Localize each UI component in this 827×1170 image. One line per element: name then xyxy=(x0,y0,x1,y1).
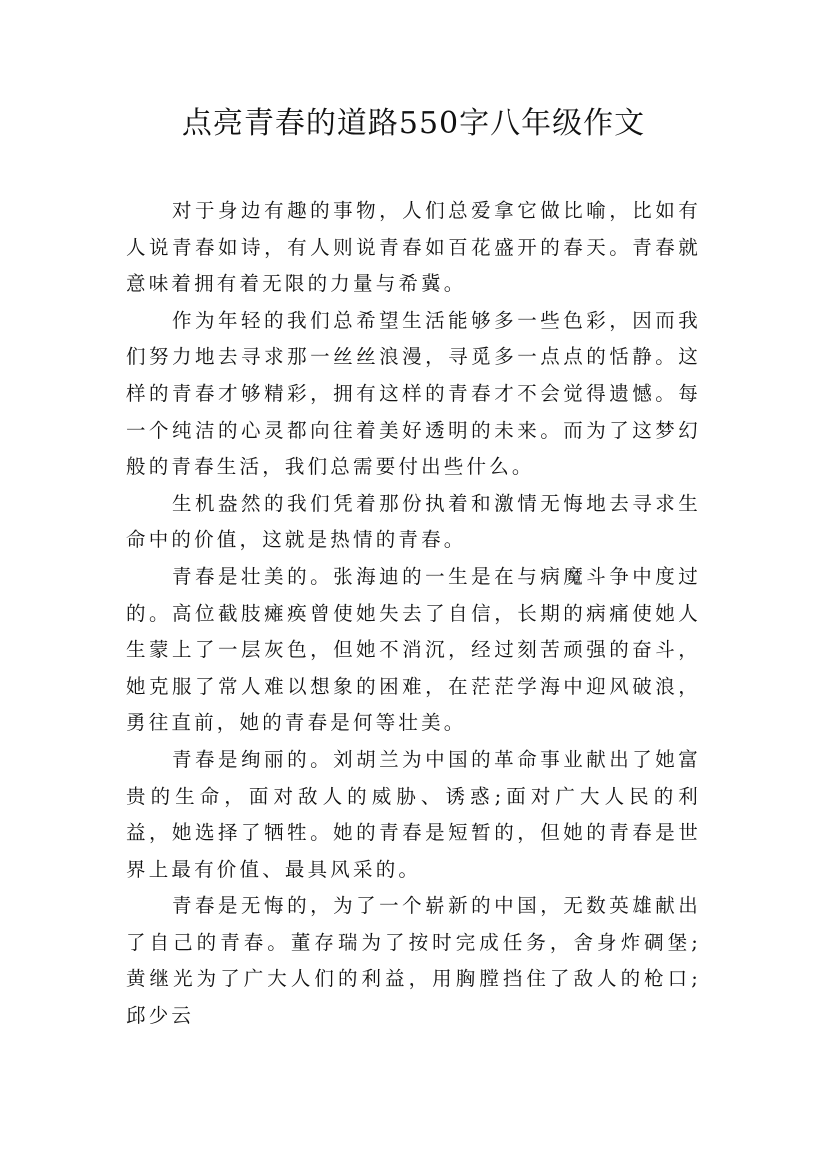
paragraph-5: 青春是绚丽的。刘胡兰为中国的革命事业献出了她富贵的生命，面对敌人的威胁、诱惑;面对广大人民的利益，她选择了牺牲。她的青春是短暂的，但她的青春是世界上最有价值、最具风采的。 xyxy=(126,747,701,881)
paragraph-1: 对于身边有趣的事物，人们总爱拿它做比喻，比如有人说青春如诗，有人则说青春如百花盛开的春天。青春就意味着拥有着无限的力量与希冀。 xyxy=(126,199,701,296)
paragraph-6: 青春是无悔的，为了一个崭新的中国，无数英雄献出了自己的青春。董存瑞为了按时完成任务，舍身炸碉堡;黄继光为了广大人们的利益，用胸膛挡住了敌人的枪口;邱少云 xyxy=(126,894,701,1028)
document-title: 点亮青春的道路550字八年级作文 xyxy=(181,106,646,141)
paragraph-2: 作为年轻的我们总希望生活能够多一些色彩，因而我们努力地去寻求那一丝丝浪漫，寻觅多一点点的恬静。这样的青春才够精彩，拥有这样的青春才不会觉得遗憾。每一个纯洁的心灵都向往着美好透明的未来。而为了这梦幻般的青春生活，我们总需要付出些什么。 xyxy=(126,308,701,479)
paragraph-3: 生机盎然的我们凭着那份执着和激情无悔地去寻求生命中的价值，这就是热情的青春。 xyxy=(126,491,701,552)
document-body xyxy=(126,193,701,1035)
paragraph-4: 青春是壮美的。张海迪的一生是在与病魔斗争中度过的。高位截肢瘫痪曾使她失去了自信，长期的病痛使她人生蒙上了一层灰色，但她不消沉，经过刻苦顽强的奋斗，她克服了常人难以想象的困难，在茫茫学海中迎风破浪，勇往直前，她的青春是何等壮美。 xyxy=(126,564,701,735)
